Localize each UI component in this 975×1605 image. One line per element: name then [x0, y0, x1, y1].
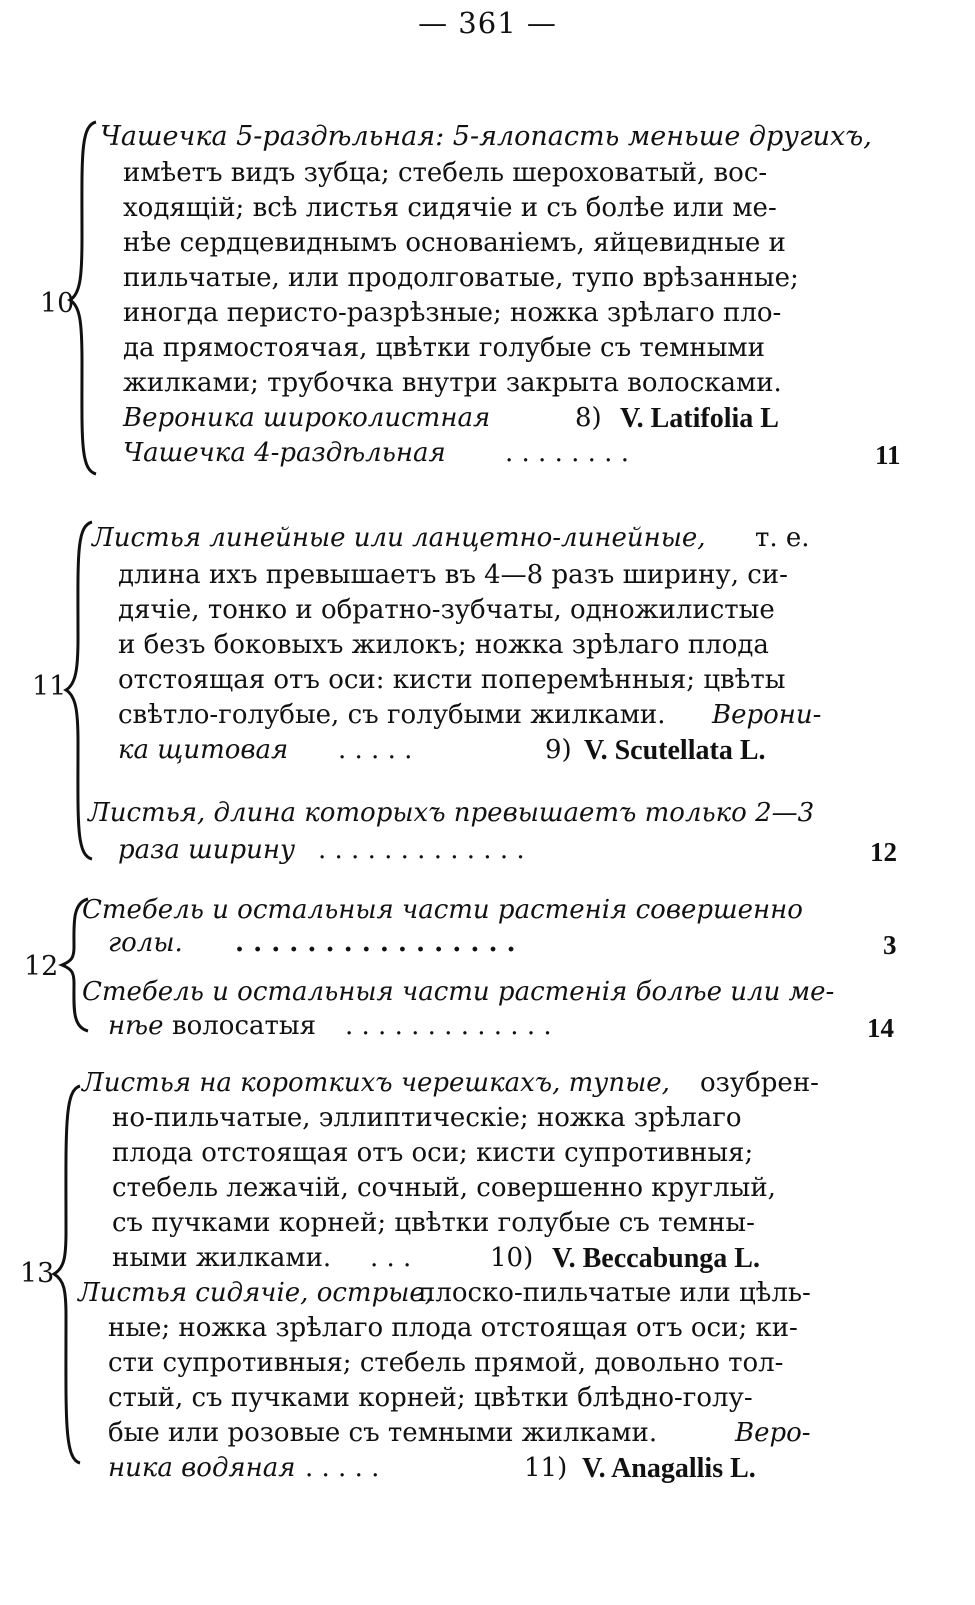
text-line: плоско-пильчатые или цѣль- [418, 1278, 811, 1308]
text-line: стый, съ пучками корней; цвѣтки блѣдно-голу- [108, 1383, 753, 1413]
species-number: 11) [524, 1453, 568, 1483]
text-line: Стебель и остальныя части растенія совершенно [82, 895, 803, 925]
species-name: V. Anagallis L. [582, 1453, 756, 1484]
couplet-number: 13 [20, 1258, 55, 1289]
text-line: отстоящая отъ оси: кисти поперемѣнныя; цвѣты [118, 665, 786, 695]
text-line: раза ширину [118, 835, 296, 865]
leader-dots: . . . . . . . . [505, 438, 629, 468]
leader-dots: . . . . . . . . . . . . . . . . [235, 928, 516, 958]
text-line: Стебель и остальныя части растенія болѣе или ме- [82, 977, 835, 1007]
text-line: плода отстоящая отъ оси; кисти супротивныя; [112, 1138, 754, 1168]
species-number: 8) [575, 403, 602, 433]
text-line: озубрен- [700, 1068, 819, 1098]
species-name: V. Scutellata L. [584, 735, 766, 766]
couplet-number: 10 [40, 288, 75, 319]
text-line: ходящій; всѣ листья сидячіе и съ болѣе или ме- [123, 193, 777, 223]
goto-number: 3 [883, 930, 897, 960]
alternative-text: Чашечка 4-раздѣльная [123, 438, 446, 468]
text-line: Чашечка 5-раздѣльная: 5-ялопасть меньше другихъ, [100, 121, 872, 152]
russian-name: Верони- [712, 700, 822, 730]
leader-dots: . . . [370, 1243, 412, 1273]
text-line: дячіе, тонко и обратно-зубчаты, одножилистые [118, 595, 775, 625]
text-line: Листья на короткихъ черешкахъ, тупые, [82, 1068, 670, 1098]
goto-number: 11 [875, 440, 901, 470]
russian-name: ника водяная [108, 1453, 296, 1483]
goto-number: 14 [867, 1013, 894, 1043]
leader-dots: . . . . . . . . . . . . . [345, 1011, 552, 1041]
text-line: да прямостоячая, цвѣтки голубые съ темными [123, 333, 765, 363]
text-line: ными жилками. [112, 1243, 332, 1273]
couplet-number: 12 [24, 951, 59, 982]
text-line: бые или розовые съ темными жилками. [108, 1418, 658, 1448]
text-line: свѣтло-голубые, съ голубыми жилками. [118, 700, 666, 730]
text-line: голы. [108, 928, 183, 958]
brace [50, 1082, 84, 1467]
couplet-number: 11 [32, 671, 67, 702]
text-line: волосатыя [172, 1011, 317, 1041]
species-number: 10) [490, 1243, 534, 1273]
goto-number: 12 [870, 837, 897, 867]
species-name: V. Latifolia L [620, 403, 779, 434]
text-line: иногда перисто-разрѣзные; ножка зрѣлаго пло- [123, 298, 782, 328]
text-line: длина ихъ превышаетъ въ 4—8 разъ ширину, си- [118, 560, 788, 590]
text-line: стебель лежачій, сочный, совершенно круглый, [112, 1173, 776, 1203]
species-number: 9) [545, 735, 572, 765]
russian-name: Веро- [735, 1418, 811, 1448]
text-line: Листья, длина которыхъ превышаетъ только 2—3 [88, 798, 815, 828]
text-line: имѣетъ видъ зубца; стебель шероховатый, вос- [123, 158, 768, 188]
page-number: — 361 — [418, 6, 557, 40]
leader-dots: . . . . . [338, 735, 413, 765]
russian-name: Вероника широколистная [123, 403, 491, 433]
text-line: нѣе [108, 1011, 164, 1041]
leader-dots: . . . . . . . . . . . . . [318, 835, 525, 865]
text-line: Листья линейные или ланцетно-линейные, [92, 523, 706, 553]
species-name: V. Beccabunga L. [552, 1243, 760, 1274]
russian-name: ка щитовая [118, 735, 289, 765]
text-line: но-пильчатые, эллиптическіе; ножка зрѣлаго [112, 1103, 742, 1133]
text-line: и безъ боковыхъ жилокъ; ножка зрѣлаго плода [118, 630, 769, 660]
text-line: Листья сидячіе, острые, [78, 1278, 434, 1308]
text-line: жилками; трубочка внутри закрыта волосками. [123, 368, 782, 398]
text-line: пильчатые, или продолговатые, тупо врѣзанные; [123, 263, 799, 293]
text-line: т. е. [755, 523, 810, 553]
text-line: сти супротивныя; стебель прямой, довольно тол- [108, 1348, 784, 1378]
text-line: съ пучками корней; цвѣтки голубые съ темны- [112, 1208, 755, 1238]
text-line: нѣе сердцевиднымъ основаніемъ, яйцевидные и [123, 228, 786, 258]
leader-dots: . . . . . [305, 1453, 380, 1483]
text-line: ные; ножка зрѣлаго плода отстоящая отъ оси; ки- [108, 1313, 798, 1343]
